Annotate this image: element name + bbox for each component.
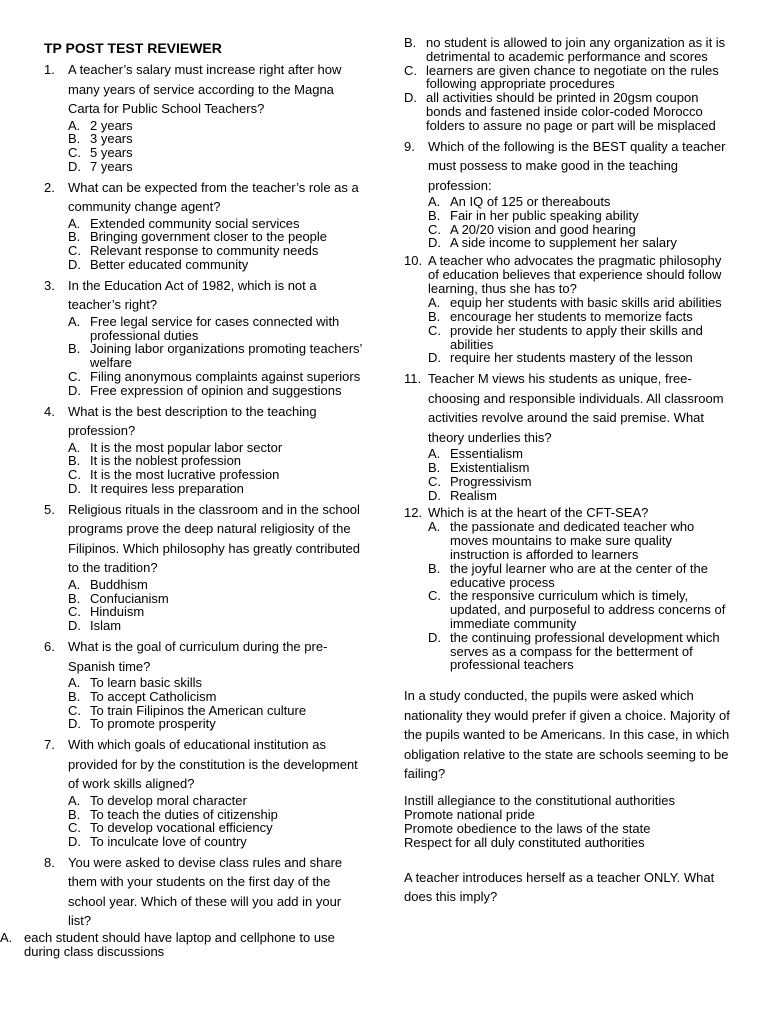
- option-text: Relevant response to community needs: [90, 243, 319, 259]
- scenario-1-choice: Promote obedience to the laws of the state: [404, 820, 651, 836]
- option-text: the continuing professional development which serves as a compass for the betterment of professional teachers: [450, 629, 720, 673]
- question-2: [44, 178, 364, 217]
- option-a: [68, 676, 364, 690]
- option-text: the passionate and dedicated teacher who moves mountains to make sure quality instruction is afforded to learners: [450, 519, 695, 563]
- option-c: [428, 589, 734, 630]
- question-number: 10.: [404, 253, 423, 269]
- option-text: each student should have laptop and cellphone to use during class discussions: [24, 929, 335, 959]
- option-a: [428, 296, 734, 310]
- option-c: [68, 370, 364, 384]
- option-list: [68, 794, 364, 849]
- option-text: 7 years: [90, 158, 133, 174]
- option-letter: A.: [68, 117, 81, 133]
- option-letter: C.: [68, 243, 81, 259]
- question-stem: Which of the following is the BEST quality a teacher must possess to make good in the teaching profession:: [428, 138, 726, 193]
- option-letter: A.: [68, 439, 81, 455]
- option-b: [428, 209, 734, 223]
- option-letter: C.: [68, 369, 81, 385]
- option-list: [428, 195, 734, 250]
- option-letter: A.: [428, 194, 441, 210]
- question-number: 8.: [44, 854, 55, 870]
- question-number: 4.: [44, 403, 55, 419]
- option-list: [68, 315, 364, 398]
- option-text: all activities should be printed in 20gsm coupon bonds and fastened inside color-coded Morocco folders to assure no page or part will be misplaced: [426, 90, 716, 133]
- option-letter: A.: [68, 576, 81, 592]
- option-a: [428, 195, 734, 209]
- question-stem: What can be expected from the teacher’s role as a community change agent?: [68, 179, 359, 215]
- option-letter: C.: [428, 473, 441, 489]
- option-b: [68, 454, 364, 468]
- option-b: [68, 592, 364, 606]
- option-d: [68, 384, 364, 398]
- question-stem: In the Education Act of 1982, which is not a teacher’s right?: [68, 277, 317, 313]
- option-c: [68, 821, 364, 835]
- option-text: 5 years: [90, 145, 133, 161]
- option-letter: C.: [428, 322, 441, 338]
- option-text: the joyful learner who are at the center of the educative process: [450, 560, 708, 590]
- question-number: 12.: [404, 505, 423, 521]
- question-1: [44, 60, 364, 119]
- option-b: [68, 690, 364, 704]
- option-letter: B.: [68, 688, 81, 704]
- option-c: [68, 244, 364, 258]
- option-text: Filing anonymous complaints against superiors: [90, 369, 361, 385]
- question-number: 1.: [44, 62, 55, 77]
- option-text: To promote prosperity: [90, 716, 216, 732]
- option-b: [428, 310, 734, 324]
- option-list: [428, 447, 734, 502]
- option-list: [68, 119, 364, 174]
- option-text: It is the most popular labor sector: [90, 439, 283, 455]
- option-text: Confucianism: [90, 590, 169, 606]
- option-a: [68, 441, 364, 455]
- question-8-continued-options: [404, 36, 734, 133]
- option-d: [68, 619, 364, 633]
- option-letter: B.: [428, 460, 441, 476]
- option-a: [68, 217, 364, 231]
- option-a: [68, 578, 364, 592]
- option-d: [68, 160, 364, 174]
- option-d: [404, 91, 734, 132]
- scenario-1-choice: Respect for all duly constituted authorities: [404, 834, 645, 850]
- option-letter: D.: [68, 158, 81, 174]
- scenario-paragraph-2: A teacher introduces herself as a teacher ONLY. What does this imply?: [404, 869, 715, 905]
- option-text: require her students mastery of the lesson: [450, 350, 693, 366]
- option-letter: B.: [428, 207, 441, 223]
- question-stem: A teacher’s salary must increase right after how many years of service according to the Magna Carta for Public School Teachers?: [68, 62, 342, 116]
- question-12: [404, 506, 734, 520]
- option-d: [428, 236, 734, 250]
- option-letter: C.: [68, 702, 81, 718]
- option-list: [68, 217, 364, 272]
- option-letter: C.: [428, 221, 441, 237]
- question-5: [44, 500, 364, 578]
- option-text: Free expression of opinion and suggestions: [90, 382, 342, 398]
- option-letter: B.: [68, 341, 81, 357]
- option-d: [68, 835, 364, 849]
- question-stem: With which goals of educational institution as provided for by the constitution is the development of work skills aligned?: [68, 737, 358, 792]
- option-text: A side income to supplement her salary: [450, 235, 677, 251]
- option-b: [68, 342, 364, 370]
- scenario-1-options: [404, 794, 734, 850]
- option-text: To train Filipinos the American culture: [90, 702, 307, 718]
- option-text: equip her students with basic skills arid abilities: [450, 295, 722, 311]
- option-c: [428, 324, 734, 352]
- option-text: It is the noblest profession: [90, 453, 242, 469]
- option-d: [68, 482, 364, 496]
- option-text: Hinduism: [90, 604, 145, 620]
- question-number: 5.: [44, 501, 55, 517]
- option-text: Essentialism: [450, 446, 523, 462]
- option-letter: D.: [428, 350, 441, 366]
- right-column: [404, 36, 734, 917]
- option-letter: D.: [404, 90, 417, 106]
- question-number: 7.: [44, 737, 55, 753]
- question-4: [44, 402, 364, 441]
- option-letter: D.: [428, 487, 441, 503]
- left-question-list: [44, 60, 364, 931]
- option-text: An IQ of 125 or thereabouts: [450, 194, 611, 210]
- option-text: Buddhism: [90, 576, 148, 592]
- option-letter: C.: [68, 467, 81, 483]
- option-c: [68, 146, 364, 160]
- option-a: [428, 447, 734, 461]
- question-9: [404, 137, 734, 196]
- scenario-1-choice: Promote national pride: [404, 806, 535, 822]
- question-number: 3.: [44, 277, 55, 293]
- option-d: [68, 258, 364, 272]
- option-letter: A.: [428, 295, 441, 311]
- option-text: It requires less preparation: [90, 481, 244, 497]
- question-number: 2.: [44, 179, 55, 195]
- option-letter: B.: [68, 453, 81, 469]
- option-text: To learn basic skills: [90, 675, 202, 691]
- question-3: [44, 276, 364, 315]
- option-letter: A.: [428, 519, 441, 535]
- scenario-1-choice: Instill allegiance to the constitutional authorities: [404, 792, 675, 808]
- option-text: encourage her students to memorize facts: [450, 309, 693, 325]
- option-letter: D.: [68, 716, 81, 732]
- option-letter: A.: [428, 446, 441, 462]
- option-text: 2 years: [90, 117, 133, 133]
- option-letter: B.: [428, 560, 441, 576]
- option-list: [428, 520, 734, 672]
- option-letter: C.: [68, 820, 81, 836]
- option-a: [428, 520, 734, 561]
- option-letter: D.: [68, 382, 81, 398]
- option-b: [68, 132, 364, 146]
- option-letter: D.: [68, 481, 81, 497]
- option-text: learners are given chance to negotiate on the rules following appropriate procedures: [426, 62, 719, 92]
- scenario-paragraph-1: In a study conducted, the pupils were asked which nationality they would prefer if given a choice. Majority of the pupils wanted to be Americans. In this case, in which obligation relative to the state are schools seeming to be failing?: [404, 688, 730, 782]
- option-d: [428, 351, 734, 365]
- question-7: [44, 735, 364, 794]
- question-stem: What is the best description to the teaching profession?: [68, 403, 317, 439]
- question-10: [404, 254, 734, 296]
- option-letter: B.: [68, 806, 81, 822]
- option-text: To develop vocational efficiency: [90, 820, 273, 836]
- option-text: Existentialism: [450, 460, 530, 476]
- option-letter: A.: [68, 313, 81, 329]
- option-d: [68, 717, 364, 731]
- option-text: no student is allowed to join any organization as it is detrimental to academic performance and scores: [426, 35, 726, 64]
- question-stem: Which is at the heart of the CFT-SEA?: [428, 505, 649, 521]
- option-text: the responsive curriculum which is timely, updated, and purposeful to address concerns of immediate community: [450, 588, 726, 632]
- question-stem: A teacher who advocates the pragmatic philosophy of education believes that experience should follow learning, thus she has to?: [428, 253, 722, 297]
- option-c: [428, 475, 734, 489]
- option-text: provide her students to apply their skills and abilities: [450, 322, 703, 352]
- option-b: [428, 461, 734, 475]
- option-a: [68, 119, 364, 133]
- option-d: [428, 631, 734, 672]
- option-c: [68, 605, 364, 619]
- question-11: [404, 369, 734, 447]
- option-text: Better educated community: [90, 257, 249, 273]
- question-8: [44, 853, 364, 931]
- option-text: 3 years: [90, 131, 133, 147]
- option-c: [428, 223, 734, 237]
- option-list: [68, 441, 364, 496]
- option-letter: D.: [428, 629, 441, 645]
- option-text: To accept Catholicism: [90, 688, 217, 704]
- option-letter: D.: [68, 834, 81, 850]
- option-letter: D.: [428, 235, 441, 251]
- option-text: It is the most lucrative profession: [90, 467, 280, 483]
- option-text: Extended community social services: [90, 215, 300, 231]
- option-list: [68, 578, 364, 633]
- option-letter: B.: [68, 590, 81, 606]
- option-c: [68, 468, 364, 482]
- option-letter: A.: [0, 929, 13, 945]
- option-b: [68, 230, 364, 244]
- option-letter: B.: [68, 131, 81, 147]
- question-8-option-a: [0, 931, 364, 959]
- option-letter: A.: [68, 792, 81, 808]
- option-text: Bringing government closer to the people: [90, 229, 328, 245]
- option-b: [68, 808, 364, 822]
- option-text: To teach the duties of citizenship: [90, 806, 278, 822]
- option-letter: A.: [68, 215, 81, 231]
- option-text: Free legal service for cases connected with professional duties: [90, 313, 340, 343]
- question-stem: Religious rituals in the classroom and in the school programs prove the deep natural religiosity of the Filipinos. Which philosophy has greatly contributed to the tradition?: [68, 501, 360, 576]
- option-text: To develop moral character: [90, 792, 247, 808]
- option-text: Fair in her public speaking ability: [450, 207, 639, 223]
- option-letter: C.: [68, 145, 81, 161]
- question-number: 11.: [404, 371, 422, 387]
- option-b: [404, 36, 734, 64]
- option-letter: D.: [68, 257, 81, 273]
- option-text: Realism: [450, 487, 497, 503]
- option-letter: B.: [404, 35, 417, 50]
- question-number: 9.: [404, 138, 415, 154]
- option-letter: C.: [428, 588, 441, 604]
- option-letter: A.: [68, 675, 81, 691]
- option-text: To inculcate love of country: [90, 834, 247, 850]
- option-list: [428, 296, 734, 365]
- option-letter: C.: [68, 604, 81, 620]
- option-c: [404, 64, 734, 92]
- option-letter: B.: [428, 309, 441, 325]
- option-letter: D.: [68, 618, 81, 634]
- option-d: [428, 489, 734, 503]
- option-a: [68, 794, 364, 808]
- option-a: [68, 315, 364, 343]
- option-list: [68, 676, 364, 731]
- question-number: 6.: [44, 639, 55, 655]
- option-letter: B.: [68, 229, 81, 245]
- question-stem: Teacher M views his students as unique, free-choosing and responsible individuals. All classroom activities revolve around the said premise. What theory underlies this?: [428, 371, 724, 445]
- option-text: Islam: [90, 618, 122, 634]
- left-column: [0, 40, 364, 959]
- option-b: [428, 562, 734, 590]
- question-stem: You were asked to devise class rules and share them with your students on the first day of the school year. Which of these will you add in your list?: [68, 854, 343, 929]
- right-question-list: [404, 137, 734, 673]
- option-text: Joining labor organizations promoting teachers’ welfare: [90, 341, 362, 371]
- page-title: TP POST TEST REVIEWER: [44, 40, 222, 56]
- question-stem: What is the goal of curriculum during the pre-Spanish time?: [68, 639, 328, 674]
- option-text: A 20/20 vision and good hearing: [450, 221, 636, 237]
- question-6: [44, 637, 364, 676]
- option-text: Progressivism: [450, 473, 532, 489]
- option-c: [68, 704, 364, 718]
- option-letter: C.: [404, 62, 417, 78]
